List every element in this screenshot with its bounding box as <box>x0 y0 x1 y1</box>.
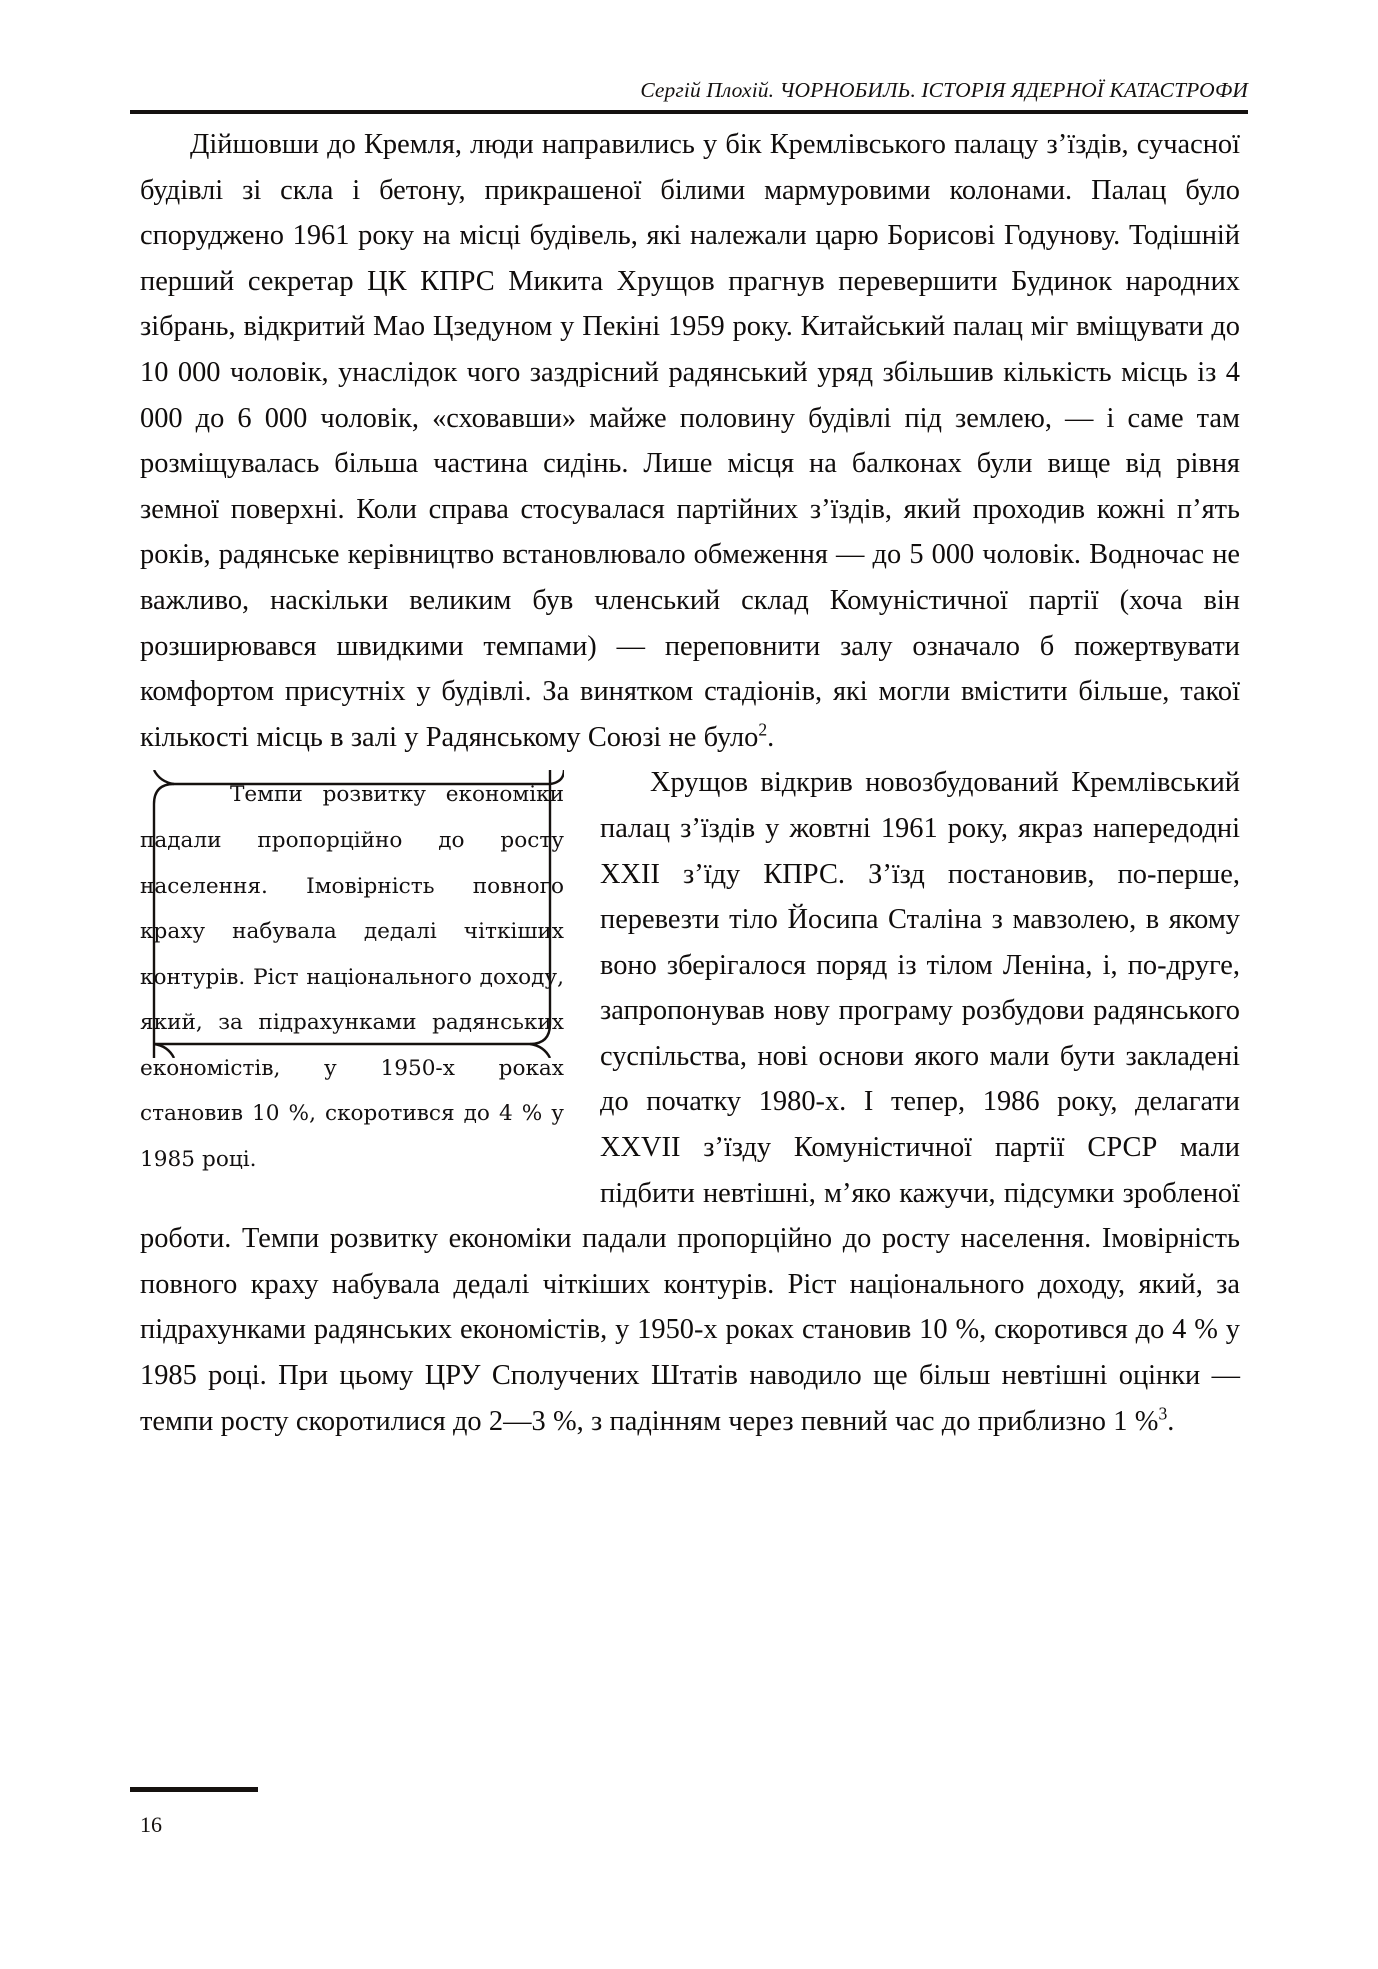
paragraph-one-text: Дійшовши до Кремля, люди направились у бік Кремлівського палацу з’їздів, сучасної будівлі зі скла і бетону, прикрашеної білими мармуровими колонами. Палац було споруджено 1961 року на місці будівель, які належали царю Борисові Годунову. Тодішній перший секретар ЦК КПРС Микита Хрущов прагнув перевершити Будинок народних зібрань, відкритий Мао Цзедуном у Пекіні 1959 року. Китайський палац міг вміщувати до 10 000 чоловік, унаслідок чого заздрісний радянський уряд збільшив кількість місць із 4 000 до 6 000 чоловік, «сховавши» майже половину будівлі під землею, — і саме там розміщувалась більша частина сидінь. Лише місця на балконах були вище від рівня земної поверхні. Коли справа стосувалася партійних з’їздів, який проходив кожні п’ять років, радянське керівництво встановлювало обмеження — до 5 000 чоловік. Водночас не важливо, наскільки великим був членський склад Комуністичної партії (хоча він розширювався швидкими темпами) — переповнити залу означало б пожертвувати комфортом присутніх у будівлі. За винятком стадіонів, які могли вмістити більше, такої кількості місць в залі у Радянському Союзі не було <box>140 129 1240 753</box>
paragraph-two <box>140 760 1240 1444</box>
paragraph-two-tail: . <box>1167 1405 1175 1437</box>
page-number: 16 <box>140 1812 162 1837</box>
running-header: Сергій Плохій. ЧОРНОБИЛЬ. ІСТОРІЯ ЯДЕРНОЇ КАТАСТРОФИ <box>640 78 1248 102</box>
paragraph-two-text: Хрущов відкрив новозбудований Кремлівський палац з’їздів у жовтні 1961 року, якраз напередодні XXII з’їду КПРС. З’їзд постановив, по-перше, перевезти тіло Йосипа Сталіна з мавзолею, в якому воно зберігалося поряд із тілом Леніна, і, по-друге, запропонував нову програму розбудови радянського суспільства, нові основи якого мали бути закладені до початку 1980-х. І тепер, 1986 року, делагати XXVII з’їзду Комуністичної партії СРСР мали підбити невтішні, м’яко кажучи, підсумки зробленої роботи. Темпи розвитку економіки падали пропорційно до росту населення. Імовірність повного краху набувала дедалі чіткіших контурів. Ріст національного доходу, який, за підрахунками радянських економістів, у 1950-х роках становив 10 %, скоротився до 4 % у 1985 році. При цьому ЦРУ Сполучених Штатів наводило ще більш невтішні оцінки — темпи росту скоротилися до 2—3 %, з падінням через певний час до приблизно 1 % <box>140 767 1240 1437</box>
footnote-marker-2: 2 <box>758 719 768 740</box>
paragraph-one-tail: . <box>767 721 775 753</box>
pullquote-box <box>140 770 564 1180</box>
footnote-rule <box>130 1787 258 1792</box>
pullquote-text: Темпи розвитку економіки падали пропорційно до росту населення. Імовірність повного краху набувала дедалі чіткіших контурів. Ріст національного доходу, який, за підрахунками радянських економістів, у 1950-х роках становив 10 %, скоротився до 4 % у 1985 році. <box>140 782 564 1173</box>
text-column <box>140 122 1240 1444</box>
header-rule <box>130 110 1248 114</box>
footnote-marker-3: 3 <box>1158 1403 1168 1424</box>
paragraph-one <box>140 122 1240 760</box>
